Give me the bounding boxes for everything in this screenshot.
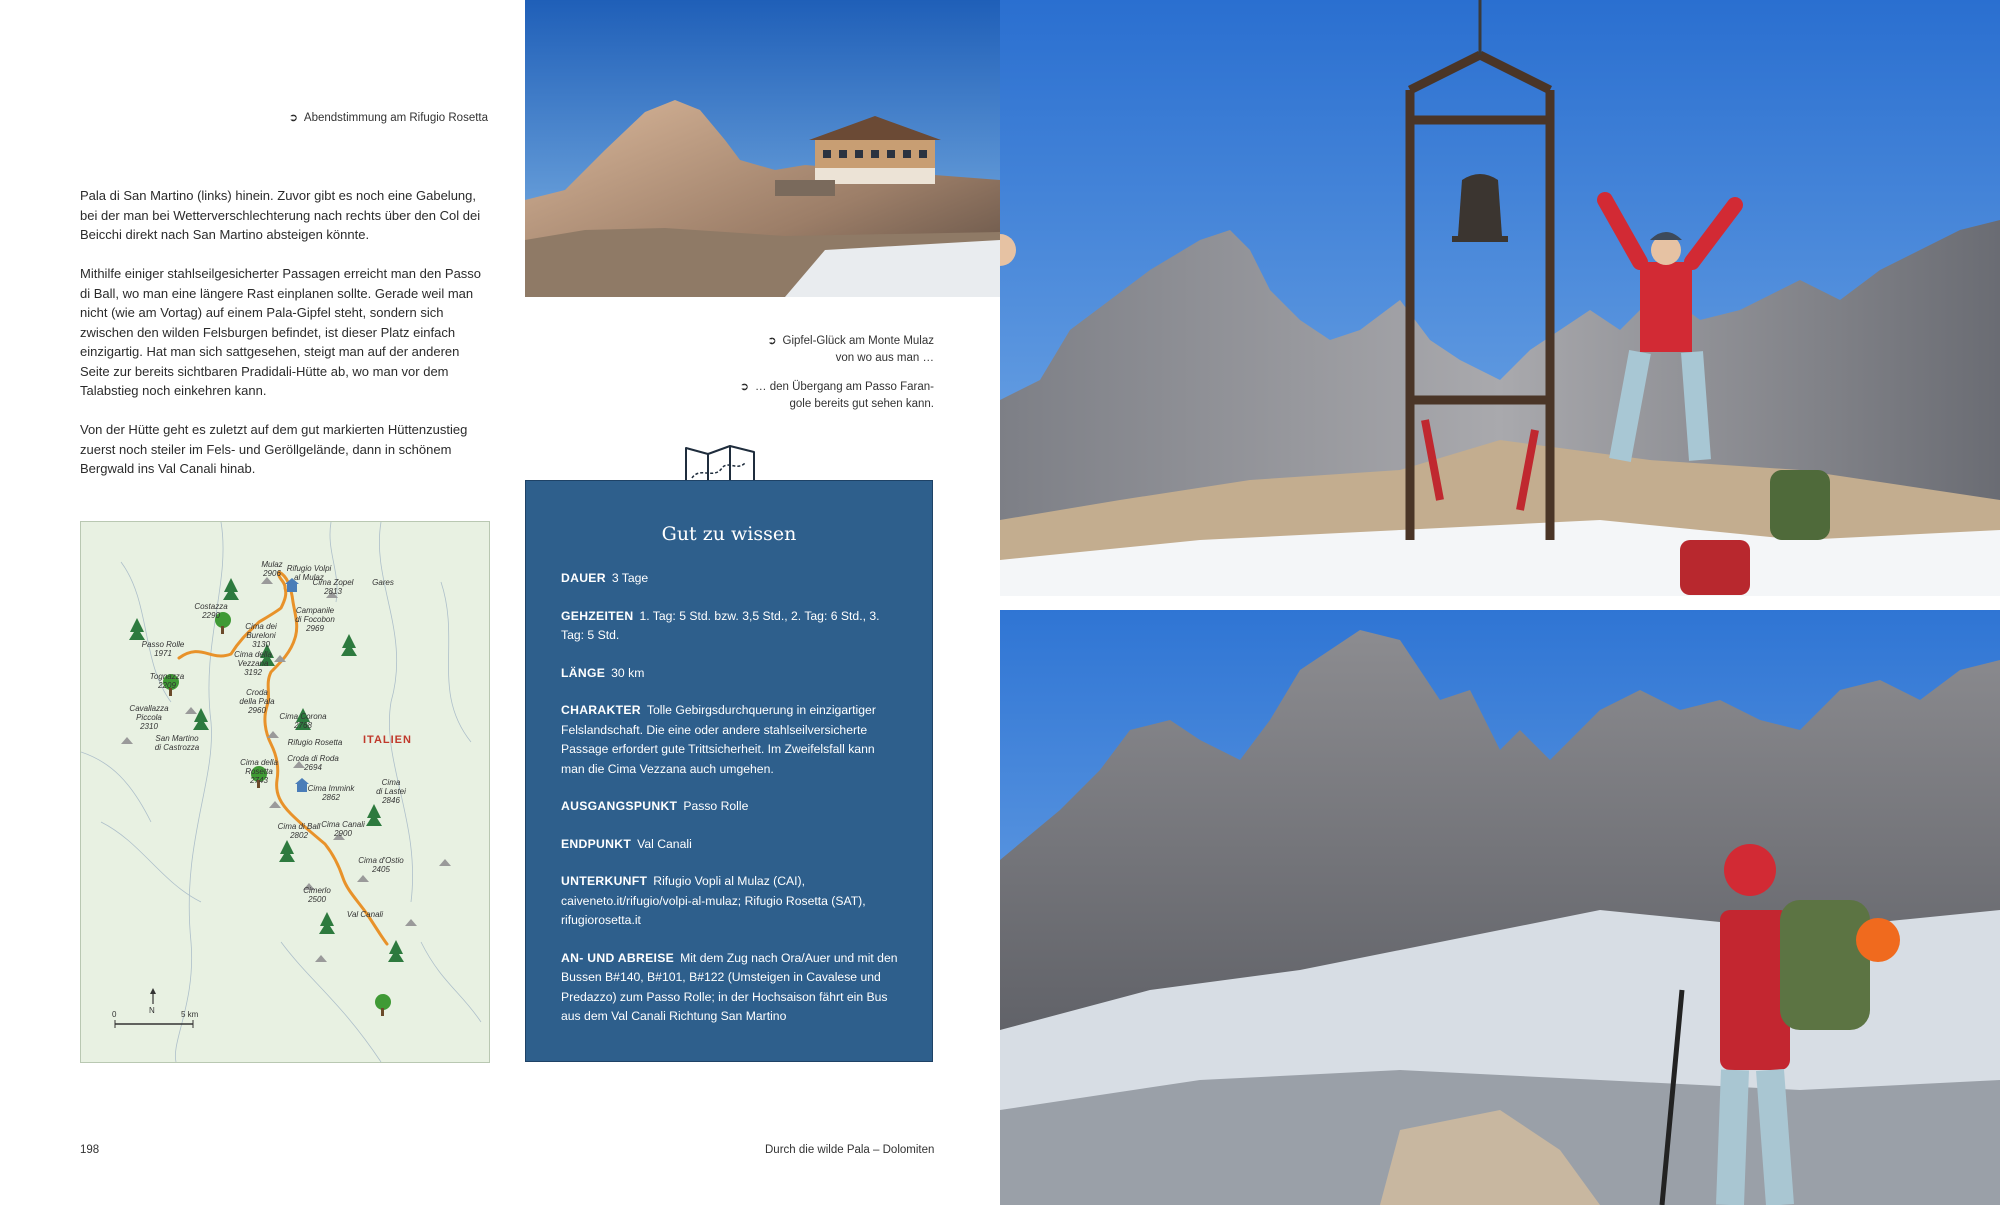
map-place-label: Cavallazza Piccola 2310	[129, 704, 169, 731]
map-scale-label: 5 km	[181, 1010, 199, 1019]
info-row	[561, 569, 901, 589]
map-place-label: Cima Zopel 2813	[312, 578, 354, 596]
map-place-label: Cima di Ball 2802	[277, 822, 321, 840]
map-place-label: Cima dei Bureloni 3130	[245, 622, 277, 649]
info-key: AUSGANGSPUNKT	[561, 799, 678, 813]
info-row	[561, 797, 901, 817]
info-key: UNTERKUNFT	[561, 874, 648, 888]
route-map	[80, 521, 490, 1063]
map-place-label: Rifugio Rosetta	[287, 738, 343, 747]
info-key: LÄNGE	[561, 665, 606, 680]
info-value: Rifugio Vopli al Mulaz (CAI), caiveneto.it/rifugio/volpi-al-mulaz; Rifugio Rosetta (SAT), rifugiorosetta.it	[561, 874, 866, 927]
map-place-label: Campanile di Focobon 2969	[295, 606, 335, 633]
photo-rifugio-rosetta	[525, 0, 1000, 297]
map-place-label: Cima Immink 2862	[307, 784, 355, 802]
map-place-label: Mulaz 2906	[261, 560, 283, 578]
paragraph-3: Von der Hütte geht es zuletzt auf dem gut markierten Hüttenzustieg zuerst noch steiler im Fels- und Geröllgelände, dann in schönem Bergwald ins Val Canali hinab.	[80, 422, 468, 476]
info-rows	[561, 569, 901, 1045]
info-value: 3 Tage	[611, 571, 649, 585]
map-place-label: Cima Canali 2900	[321, 820, 365, 838]
map-place-label: Cima d'Ostio 2405	[358, 856, 404, 874]
map-place-label: Rifugio Volpi al Mulaz	[286, 564, 332, 582]
map-place-label: Croda della Pala 2960	[239, 688, 275, 715]
info-row	[561, 872, 901, 931]
photo-farangole-graphic	[1000, 610, 2000, 1205]
caption-mulaz: ➲ Gipfel-Glück am Monte Mulaz von wo aus man …	[767, 335, 934, 364]
caption-rosetta: ➲ Abendstimmung am Rifugio Rosetta	[220, 110, 488, 127]
photo-mulaz-graphic	[1000, 0, 2000, 596]
caption-farangole: ➲ … den Übergang am Passo Faran- gole bereits gut sehen kann.	[739, 381, 934, 410]
map-place-label: Cima della Vezzana 3192	[234, 650, 272, 677]
info-value: Val Canali	[637, 836, 692, 851]
info-value: Mit dem Zug nach Ora/Auer und mit den Bussen B#140, B#101, B#122 (Umsteigen in Cavalese und Predazzo) zum Passo Rolle; in der Hochsaison fährt ein Bus aus dem Val Canali Richtung San Martino	[561, 950, 898, 1023]
info-title: Gut zu wissen	[661, 523, 797, 545]
arrow-right-icon: ➲	[739, 381, 750, 393]
map-place-label: San Martino di Castrozza	[154, 734, 200, 752]
info-value: Tolle Gebirgsdurchquerung in einzigartiger Felslandschaft. Die eine oder andere stahlseilversicherte Passage erfordert gute Trittsicherheit. Im Zweifelsfall kann man die Cima Vezzana auch umgehen.	[561, 703, 876, 776]
map-north-label: N	[149, 1006, 155, 1015]
map-graphic	[81, 522, 489, 1062]
page-number: 198	[80, 1144, 100, 1156]
info-box	[525, 480, 933, 1062]
body-text	[80, 186, 490, 498]
paragraph-2: Mithilfe einiger stahlseilgesicherter Passagen erreicht man den Passo di Ball, wo man eine längere Rast einplanen sollte. Gerade weil man nicht (wie am Vortag) auf einem Pala-Gipfel steht, sondern sich zwischen den wilden Felsburgen befindet, ist dieser Platz einfach einzigartig. Hat man sich sattgesehen, steigt man auf der anderen Seite zur bereits sichtbaren Pradidali-Hütte ab, wo man vor dem Talabstieg noch einkehren kann.	[80, 266, 482, 398]
paragraph-1: Pala di San Martino (links) hinein. Zuvor gibt es noch eine Gabelung, bei der man bei Wetterverschlechterung nach rechts über den Col dei Beicchi direkt nach San Martino absteigen könnte.	[80, 188, 481, 242]
map-country-label: ITALIEN	[363, 734, 412, 746]
info-key: DAUER	[561, 571, 606, 585]
map-place-label: Cima di Lastei 2846	[376, 778, 406, 805]
map-place-label: Cimerlo 2500	[303, 886, 331, 904]
info-row	[561, 949, 901, 1027]
map-place-label: Croda di Roda 2694	[287, 754, 339, 772]
info-key: ENDPUNKT	[561, 836, 632, 851]
running-title: Durch die wilde Pala – Dolomiten	[765, 1144, 935, 1156]
info-value: 1. Tag: 5 Std. bzw. 3,5 Std., 2. Tag: 6 Std., 3. Tag: 5 Std.	[561, 608, 880, 642]
info-row	[561, 701, 901, 779]
photo-rosetta-graphic	[525, 0, 1000, 297]
map-place-label: Costazza 2290	[194, 602, 228, 620]
map-place-label: Val Canali	[346, 910, 384, 919]
info-key: CHARAKTER	[561, 703, 641, 717]
info-value: Passo Rolle	[683, 799, 749, 813]
map-place-label: Tognazza 2209	[149, 672, 185, 690]
info-row	[561, 607, 901, 646]
map-scale-zero: 0	[112, 1010, 117, 1019]
arrow-right-icon: ➲	[288, 112, 298, 124]
photo-monte-mulaz	[1000, 0, 2000, 596]
info-key: GEHZEITEN	[561, 608, 634, 623]
info-key: AN- UND ABREISE	[561, 950, 675, 965]
map-place-label: Cima Corona 2768	[279, 712, 327, 730]
map-place-label: Cima della Rosetta 2743	[240, 758, 278, 785]
map-place-label: Gares	[372, 578, 394, 587]
map-place-label: Passo Rolle 1971	[141, 640, 185, 658]
info-value: 30 km	[611, 665, 645, 680]
arrow-right-icon: ➲	[767, 335, 777, 347]
info-row	[561, 835, 901, 855]
photo-passo-farangole	[1000, 610, 2000, 1205]
info-row	[561, 664, 901, 684]
